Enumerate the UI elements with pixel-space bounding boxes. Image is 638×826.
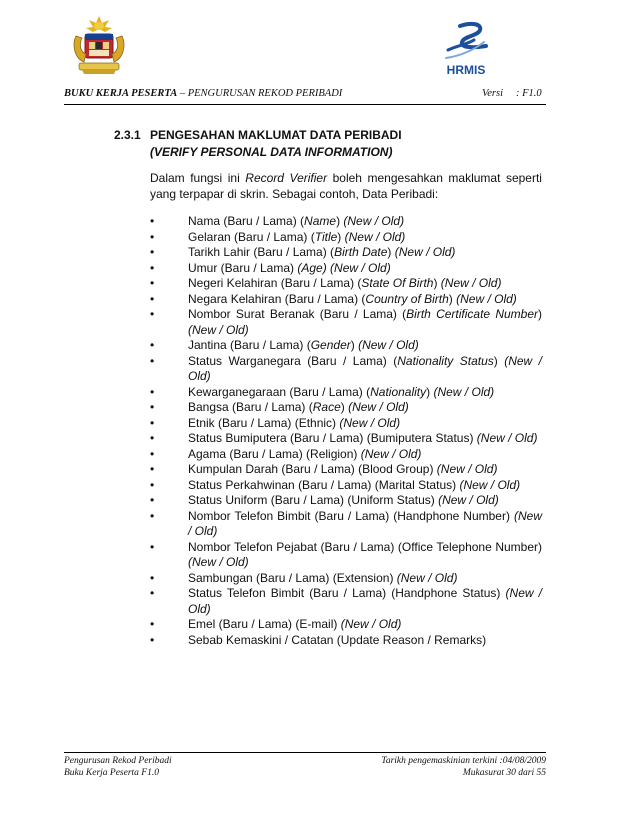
item-english-term: Birth Certificate Number xyxy=(406,307,538,321)
section-subtitle: (VERIFY PERSONAL DATA INFORMATION) xyxy=(150,145,393,159)
version-label: Versi xyxy=(482,88,503,99)
item-label: Status Perkahwinan (Baru / Lama) (Marital Status) xyxy=(188,477,457,492)
item-label: Status Warganegara (Baru / Lama) ( xyxy=(188,353,398,368)
item-close-paren: ) xyxy=(448,291,453,306)
intro-paragraph xyxy=(150,170,542,202)
list-item xyxy=(150,230,542,246)
item-status: (New / Old) xyxy=(188,586,542,616)
intro-text-end: boleh mengesahkan maklumat seperti yang terpapar di skrin. Sebagai contoh, Data Peribadi: xyxy=(150,171,542,201)
item-status: (New / Old) xyxy=(354,338,419,352)
item-english-term: Title xyxy=(314,229,338,244)
footer-left-line1: Pengurusan Rekod Peribadi xyxy=(64,756,172,766)
list-item xyxy=(150,292,542,308)
item-status: (New / Old) xyxy=(391,245,456,259)
item-english-term: Name xyxy=(304,214,337,228)
footer-left-line2: Buku Kerja Peserta F1.0 xyxy=(64,768,159,778)
list-item xyxy=(150,307,542,338)
item-label: Negeri Kelahiran (Baru / Lama) ( xyxy=(188,276,362,290)
list-item xyxy=(150,400,542,416)
item-label: Kewarganegaraan (Baru / Lama) ( xyxy=(188,384,371,399)
list-item xyxy=(150,416,542,432)
item-status: (New / Old) xyxy=(337,617,402,631)
list-item xyxy=(150,633,542,649)
header-title xyxy=(64,88,342,99)
item-status: (New / Old) xyxy=(336,415,401,430)
item-label: Kumpulan Darah (Baru / Lama) (Blood Group) xyxy=(188,462,434,476)
item-status: (New / Old) xyxy=(188,508,542,538)
item-status: (New / Old) xyxy=(341,229,406,244)
list-item xyxy=(150,540,542,571)
item-status: (New / Old) xyxy=(188,555,249,569)
item-label: Emel (Baru / Lama) (E-mail) xyxy=(188,617,338,631)
item-status: (New / Old) xyxy=(344,400,409,414)
item-status: (New / Old) xyxy=(188,353,542,383)
item-label: Negara Kelahiran (Baru / Lama) ( xyxy=(188,291,366,306)
section-number: 2.3.1 xyxy=(114,128,141,142)
item-status: (New / Old) xyxy=(357,446,422,461)
section-title: PENGESAHAN MAKLUMAT DATA PERIBADI xyxy=(150,128,402,142)
list-item xyxy=(150,261,542,277)
item-close-paren: ) xyxy=(493,353,498,368)
hrmis-logo xyxy=(434,20,498,80)
item-status: (New / Old) xyxy=(434,493,499,507)
footer-updated-date: Tarikh pengemaskinian terkini :04/08/2009 xyxy=(381,756,546,766)
item-english-term: Nationality xyxy=(370,384,427,399)
list-item xyxy=(150,276,542,292)
item-close-paren: ) xyxy=(433,276,438,290)
item-english-term: State Of Birth xyxy=(361,276,434,290)
list-item xyxy=(150,509,542,540)
item-close-paren: ) xyxy=(337,229,342,244)
item-label: Sambungan (Baru / Lama) (Extension) xyxy=(188,570,394,585)
item-english-term: Nationality Status xyxy=(397,353,494,368)
item-label: Nombor Telefon Pejabat (Baru / Lama) (Office Telephone Number) xyxy=(188,539,542,554)
item-status: (New / Old) xyxy=(340,214,405,228)
header-divider xyxy=(64,104,546,105)
hrmis-logo-text: HRMIS xyxy=(446,63,486,77)
intro-role: Record Verifier xyxy=(245,171,328,185)
item-close-paren: ) xyxy=(336,214,341,228)
item-label: Nombor Telefon Bimbit (Baru / Lama) (Handphone Number) xyxy=(188,508,510,523)
item-close-paren: ) xyxy=(387,245,392,259)
list-item xyxy=(150,571,542,587)
item-close-paren: ) xyxy=(426,384,431,399)
item-status: (New / Old) xyxy=(188,322,249,337)
document-title: BUKU KERJA PESERTA xyxy=(64,88,178,99)
item-label: Bangsa (Baru / Lama) ( xyxy=(188,400,313,414)
list-item xyxy=(150,462,542,478)
item-label: Nombor Surat Beranak (Baru / Lama) ( xyxy=(188,307,407,321)
item-status: (New / Old) xyxy=(433,462,498,476)
list-item xyxy=(150,478,542,494)
item-label: Jantina (Baru / Lama) ( xyxy=(188,338,311,352)
item-label: Gelaran (Baru / Lama) ( xyxy=(188,229,315,244)
item-status: (New / Old) xyxy=(437,276,502,290)
item-label: Status Bumiputera (Baru / Lama) (Bumiputera Status) xyxy=(188,431,474,445)
item-label: Tarikh Lahir (Baru / Lama) ( xyxy=(188,245,335,259)
item-status: (New / Old) xyxy=(326,260,391,275)
item-english-term: Birth Date xyxy=(334,245,388,259)
item-close-paren: ) xyxy=(340,400,345,414)
list-item xyxy=(150,493,542,509)
list-item xyxy=(150,385,542,401)
item-label: Status Uniform (Baru / Lama) (Uniform Status) xyxy=(188,493,435,507)
footer-divider xyxy=(64,752,546,753)
item-label: Agama (Baru / Lama) (Religion) xyxy=(188,446,358,461)
item-status: (New / Old) xyxy=(456,477,521,492)
document-subtitle: – PENGURUSAN REKOD PERIBADI xyxy=(179,88,343,99)
item-label: Umur (Baru / Lama) xyxy=(188,260,298,275)
list-item xyxy=(150,617,542,633)
list-item xyxy=(150,214,542,230)
item-english-term: Gender xyxy=(310,338,351,352)
list-item xyxy=(150,447,542,463)
list-item xyxy=(150,354,542,385)
item-english-term: (Age) xyxy=(297,260,327,275)
intro-text-start: Dalam fungsi ini xyxy=(150,171,246,185)
coat-of-arms-logo xyxy=(70,14,128,76)
item-label: Nama (Baru / Lama) ( xyxy=(188,214,305,228)
item-english-term: Race xyxy=(312,400,341,414)
list-item xyxy=(150,586,542,617)
list-item xyxy=(150,431,542,447)
item-status: (New / Old) xyxy=(430,384,495,399)
list-item xyxy=(150,338,542,354)
item-label: Status Telefon Bimbit (Baru / Lama) (Handphone Status) xyxy=(188,586,501,600)
item-english-term: Country of Birth xyxy=(365,291,449,306)
item-status: (New / Old) xyxy=(473,431,538,445)
item-label: Sebab Kemaskini / Catatan (Update Reason / Remarks) xyxy=(188,632,487,647)
field-list xyxy=(150,214,542,648)
item-status: (New / Old) xyxy=(452,291,517,306)
list-item xyxy=(150,245,542,261)
item-label: Etnik (Baru / Lama) (Ethnic) xyxy=(188,415,337,430)
item-status: (New / Old) xyxy=(393,570,458,585)
item-close-paren: ) xyxy=(538,307,542,321)
footer-page-number: Mukasurat 30 dari 55 xyxy=(462,768,546,778)
version-value: : F1.0 xyxy=(516,88,542,99)
item-close-paren: ) xyxy=(350,338,355,352)
